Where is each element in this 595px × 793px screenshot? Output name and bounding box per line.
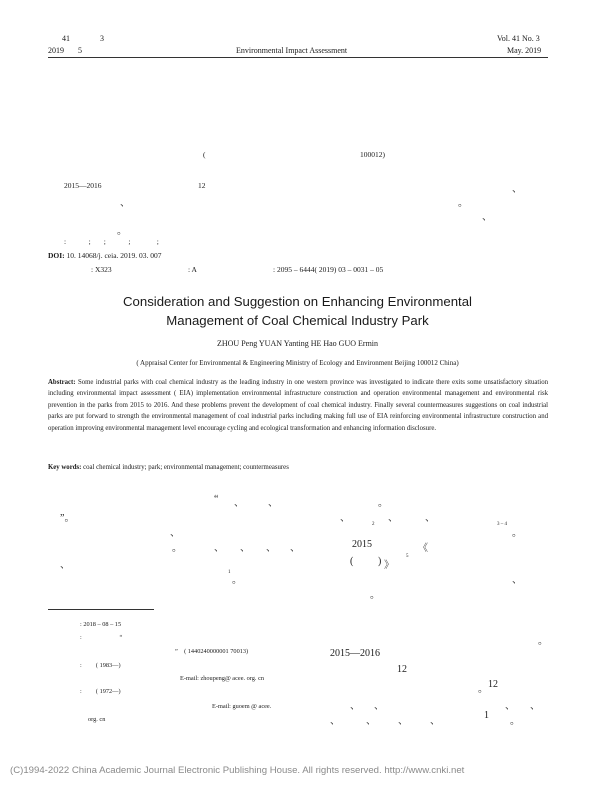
english-authors: ZHOU Peng YUAN Yanting HE Hao GUO Ermin <box>216 339 379 348</box>
body-punct: 、 <box>234 498 244 509</box>
body-punct: 、 <box>350 701 360 712</box>
keywords-label: Key words: <box>48 464 82 471</box>
doi <box>48 251 162 260</box>
english-abstract <box>48 377 548 434</box>
english-keywords <box>48 464 289 471</box>
english-title-line1: Consideration and Suggestion on Enhancing Environmental <box>123 294 472 309</box>
body-punct: 、 <box>366 716 376 727</box>
header-vol-no: Vol. 41 No. 3 <box>497 34 540 43</box>
body-punct: 、 <box>214 543 224 554</box>
body-punct: 、 <box>340 513 350 524</box>
footnote-author1-year: : ( 1983—) <box>80 662 121 669</box>
copyright-footer: (C)1994-2022 China Academic Journal Electronic Publishing House. All rights reserved. http://www.cnki.net <box>10 765 465 776</box>
cn-abstract-num: 12 <box>198 181 206 190</box>
body-punct: 、 <box>430 716 440 727</box>
cn-punct: 、 <box>120 198 130 209</box>
cn-punct: 。 <box>458 198 468 209</box>
body-punct: 。 <box>370 590 380 601</box>
body-punct: 、 <box>398 716 408 727</box>
body-punct: 。 <box>512 528 522 539</box>
right-col-num2: 12 <box>488 679 498 690</box>
ref-superscript: 5 <box>406 554 409 559</box>
right-col-years: 2015—2016 <box>330 648 380 659</box>
footnote-received: : 2018 – 08 – 15 <box>80 621 122 628</box>
header-issue: 3 <box>100 34 104 43</box>
ref-superscript: 3 – 4 <box>497 522 507 527</box>
clc-number: : X323 <box>91 265 112 274</box>
body-punct: 、 <box>330 716 340 727</box>
body-punct: “ <box>214 494 219 505</box>
body-punct: 、 <box>505 701 515 712</box>
body-punct: 、 <box>530 701 540 712</box>
english-title-line2: Management of Coal Chemical Industry Park <box>166 313 429 328</box>
abstract-label: Abstract: <box>48 379 76 386</box>
cn-abstract-years: 2015—2016 <box>64 181 102 190</box>
document-code: : A <box>188 265 197 274</box>
header-journal-name: Environmental Impact Assessment <box>236 46 348 55</box>
book-title-open: 《 <box>418 543 428 554</box>
body-paren-close: ) <box>378 556 382 567</box>
body-punct: 、 <box>266 543 276 554</box>
body-punct: 、 <box>425 513 435 524</box>
right-col-num3: 1 <box>484 710 489 721</box>
article-id: : 2095 – 6444( 2019) 03 – 0031 – 05 <box>273 265 384 274</box>
cn-punct: 、 <box>512 184 522 195</box>
body-punct: 。 <box>172 543 182 554</box>
doi-value: 10. 14068/j. ceia. 2019. 03. 007 <box>66 251 162 260</box>
body-punct: 、 <box>512 575 522 586</box>
cn-keyword-separators: : ; ; ; ; <box>64 237 159 246</box>
keywords-text: coal chemical industry; park; environmental management; countermeasures <box>81 464 289 471</box>
ref-superscript: 1 <box>228 570 231 575</box>
body-punct: 、 <box>268 498 278 509</box>
body-punct: 。 <box>378 498 388 509</box>
body-punct: 、 <box>60 560 70 571</box>
cn-affil-postcode: 100012) <box>360 150 385 159</box>
right-col-num1: 12 <box>397 664 407 675</box>
english-affiliation: ( Appraisal Center for Environmental & Engineering Ministry of Ecology and Environment Beijing 100012 China) <box>136 359 459 367</box>
header-month: 5 <box>78 46 82 55</box>
footnote-author2-email-cont: org. cn <box>88 716 106 723</box>
header-year: 2019 <box>48 46 64 55</box>
body-punct: 、 <box>374 701 384 712</box>
footnote-author2-year: : ( 1972—) <box>80 688 121 695</box>
header-rule <box>48 57 548 58</box>
ref-superscript: 2 <box>372 522 375 527</box>
body-punct: 。 <box>538 636 548 647</box>
footnote-fund-code: ” ( 1440240000001 70013) <box>175 648 249 655</box>
body-punct: 、 <box>388 513 398 524</box>
header-volume: 41 <box>62 34 70 43</box>
body-punct: 、 <box>170 528 180 539</box>
footnote-fund-colon: : “ <box>80 634 123 641</box>
body-year: 2015 <box>352 539 372 550</box>
body-punct: 。 <box>510 716 520 727</box>
body-punct: 。 <box>478 684 488 695</box>
footnote-author1-email: E-mail: zhoupeng@ acee. org. cn <box>180 675 265 682</box>
footnote-author2-email: E-mail: guoem @ acee. <box>212 703 272 710</box>
body-punct: 、 <box>290 543 300 554</box>
cn-punct: 。 <box>117 226 127 237</box>
abstract-text: Some industrial parks with coal chemical industry as the leading industry in one western province was investigated to indicate there exits some unsatisfactory situation including environmental impact assessment ( EIA) implementation environmental infrastructure construction and operation environmental management and environmental risk prevention in the parks from 2015 to 2016. And these problems prevent the development of coal chemical industry. Finally several countermeasures suggestions on coal industrial parks are put forward to strength the environmental management of coal industrial parks including making full use of EIA reinforcing environmental infrastructure construction and operation improving environmental management level encourage cycling and ecological transformation and enhancing information disclosure. <box>48 379 548 432</box>
body-punct: 。 <box>232 575 242 586</box>
cn-punct: 、 <box>482 212 492 223</box>
header-date: May. 2019 <box>507 46 542 55</box>
footnote-rule <box>48 609 154 610</box>
body-paren-open: ( <box>350 556 354 567</box>
body-punct: ”。 <box>60 513 75 524</box>
doi-label: DOI: <box>48 251 65 260</box>
cn-affil-paren: ( <box>203 150 206 159</box>
book-title-close: 》 <box>384 560 394 571</box>
body-punct: 、 <box>240 543 250 554</box>
